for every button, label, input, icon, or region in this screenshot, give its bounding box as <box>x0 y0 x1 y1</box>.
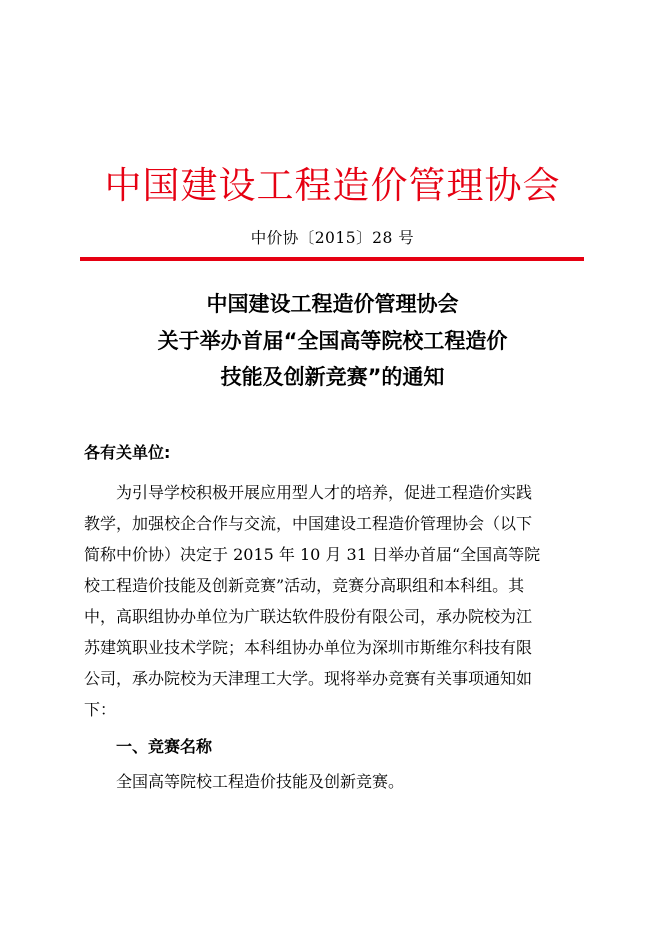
notice-title-line: 技能及创新竞赛”的通知 <box>220 365 445 389</box>
paragraph-line: 下： <box>84 700 117 719</box>
paragraph-line: 苏建筑职业技术学院；本科组协办单位为深圳市斯维尔科技有限 <box>84 638 533 657</box>
paragraph-line: 校工程造价技能及创新竞赛”活动，竞赛分高职组和本科组。其 <box>84 576 525 595</box>
salutation: 各有关单位: <box>84 443 171 462</box>
paragraph-line: 简称中价协）决定于 2015 年 10 月 31 日举办首届“全国高等院 <box>84 545 541 564</box>
notice-title-line: 关于举办首届“全国高等院校工程造价 <box>157 328 508 353</box>
issuer-header-title: 中国建设工程造价管理协会 <box>104 164 561 207</box>
red-divider-rule <box>80 257 584 261</box>
section-heading: 一、竞赛名称 <box>116 737 213 756</box>
paragraph-line: 中，高职组协办单位为广联达软件股份有限公司，承办院校为江 <box>84 607 533 626</box>
document-number: 中价协〔2015〕28 号 <box>250 229 415 247</box>
notice-title <box>0 286 665 396</box>
paragraph-line: 公司，承办院校为天津理工大学。现将举办竞赛有关事项通知如 <box>84 669 533 688</box>
paragraph-line: 为引导学校积极开展应用型人才的培养，促进工程造价实践 <box>116 483 533 502</box>
paragraph-line: 教学，加强校企合作与交流，中国建设工程造价管理协会（以下 <box>84 514 533 533</box>
section-text: 全国高等院校工程造价技能及创新竞赛。 <box>116 772 405 791</box>
notice-title-line: 中国建设工程造价管理协会 <box>206 292 459 316</box>
